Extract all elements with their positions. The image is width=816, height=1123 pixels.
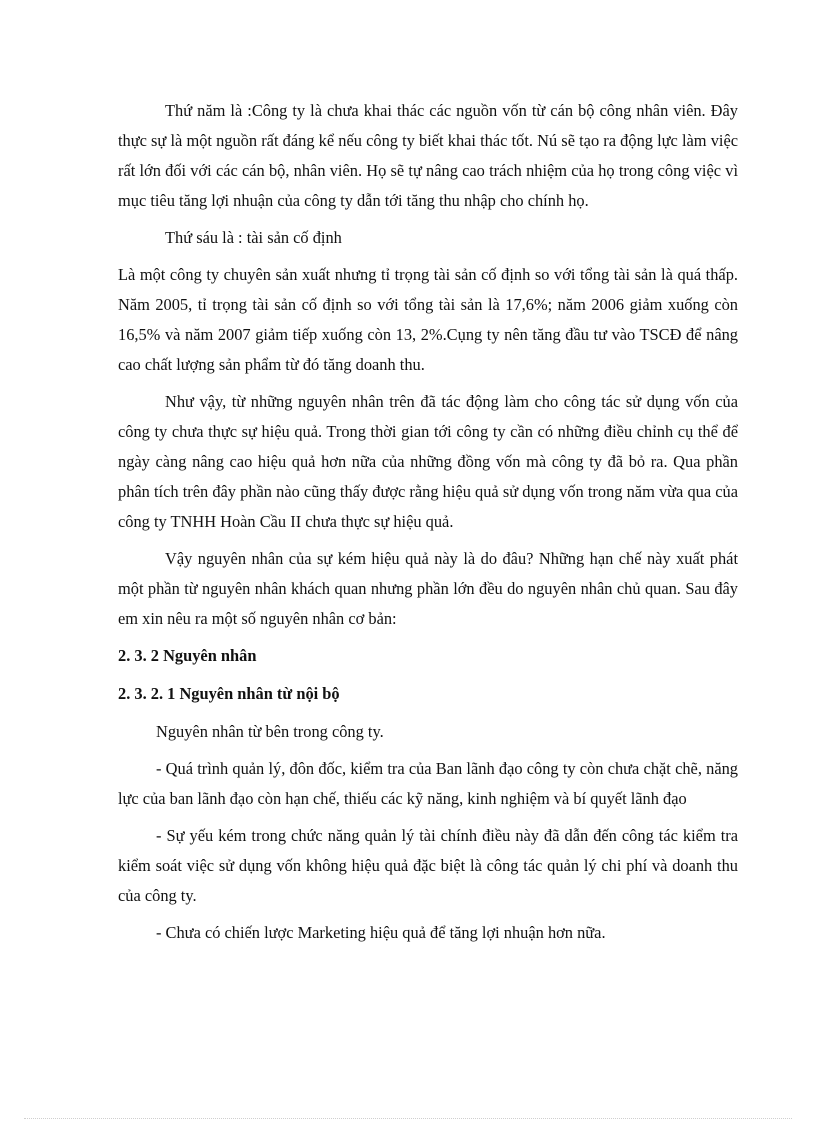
paragraph-vay-nguyen-nhan: Vậy nguyên nhân của sự kém hiệu quả này là do đâu? Những hạn chế này xuất phát một phần từ nguyên nhân khách quan nhưng phần lớn đều do nguyên nhân chủ quan. Sau đây em xin nêu ra một số nguyên nhân cơ bản: <box>118 549 738 628</box>
paragraph-thu-nam: Thứ năm là :Công ty là chưa khai thác các nguồn vốn từ cán bộ công nhân viên. Đây thực sự là một nguồn rất đáng kể nếu công ty biết khai thác tốt. Nú sẽ tạo ra động lực làm việc rất lớn đối với các cán bộ, nhân viên. Họ sẽ tự nâng cao trách nhiệm của họ trong công việc vì mục tiêu tăng lợi nhuận của công ty dẫn tới tăng thu nhập cho chính họ. <box>118 101 738 210</box>
paragraph-tai-san-co-dinh: Là một công ty chuyên sản xuất nhưng tỉ trọng tài sản cố định so với tổng tài sản là quá thấp. Năm 2005, tỉ trọng tài sản cố định so với tổng tài sản là 17,6%; năm 2006 giảm xuống còn 16,5% và năm 2007 giảm tiếp xuống còn 13, 2%.Cụng ty nên tăng đầu tư vào TSCĐ để nâng cao chất lượng sản phẩm từ đó tăng doanh thu. <box>118 265 738 374</box>
bullet-tai-chinh: - Sự yếu kém trong chức năng quản lý tài chính điều này đã dẫn đến công tác kiểm tra kiểm soát việc sử dụng vốn không hiệu quả đặc biệt là công tác quản lý chi phí và doanh thu của công ty. <box>118 826 738 905</box>
page-bottom-divider <box>24 1118 792 1119</box>
subsection-heading-noi-bo: 2. 3. 2. 1 Nguyên nhân từ nội bộ <box>118 684 340 703</box>
paragraph-ben-trong: Nguyên nhân từ bên trong công ty. <box>156 722 384 741</box>
paragraph-nhu-vay: Như vậy, từ những nguyên nhân trên đã tác động làm cho công tác sử dụng vốn của công ty chưa thực sự hiệu quả. Trong thời gian tới công ty cần có những điều chỉnh cụ thể để ngày càng nâng cao hiệu quả hơn nữa của những đồng vốn mà công ty đã bỏ ra. Qua phần phân tích trên đây phần nào cũng thấy được rằng hiệu quả sử dụng vốn trong năm vừa qua của công ty TNHH Hoàn Cầu II chưa thực sự hiệu quả. <box>118 392 738 531</box>
paragraph-thu-sau-heading: Thứ sáu là : tài sản cố định <box>165 228 342 247</box>
document-body <box>118 96 738 955</box>
bullet-marketing: - Chưa có chiến lược Marketing hiệu quả để tăng lợi nhuận hơn nữa. <box>156 923 606 942</box>
section-heading-nguyen-nhan: 2. 3. 2 Nguyên nhân <box>118 646 257 665</box>
bullet-quan-ly: - Quá trình quản lý, đôn đốc, kiểm tra của Ban lãnh đạo công ty còn chưa chặt chẽ, năng lực của ban lãnh đạo còn hạn chế, thiếu các kỹ năng, kinh nghiệm và bí quyết lãnh đạo <box>118 759 738 808</box>
